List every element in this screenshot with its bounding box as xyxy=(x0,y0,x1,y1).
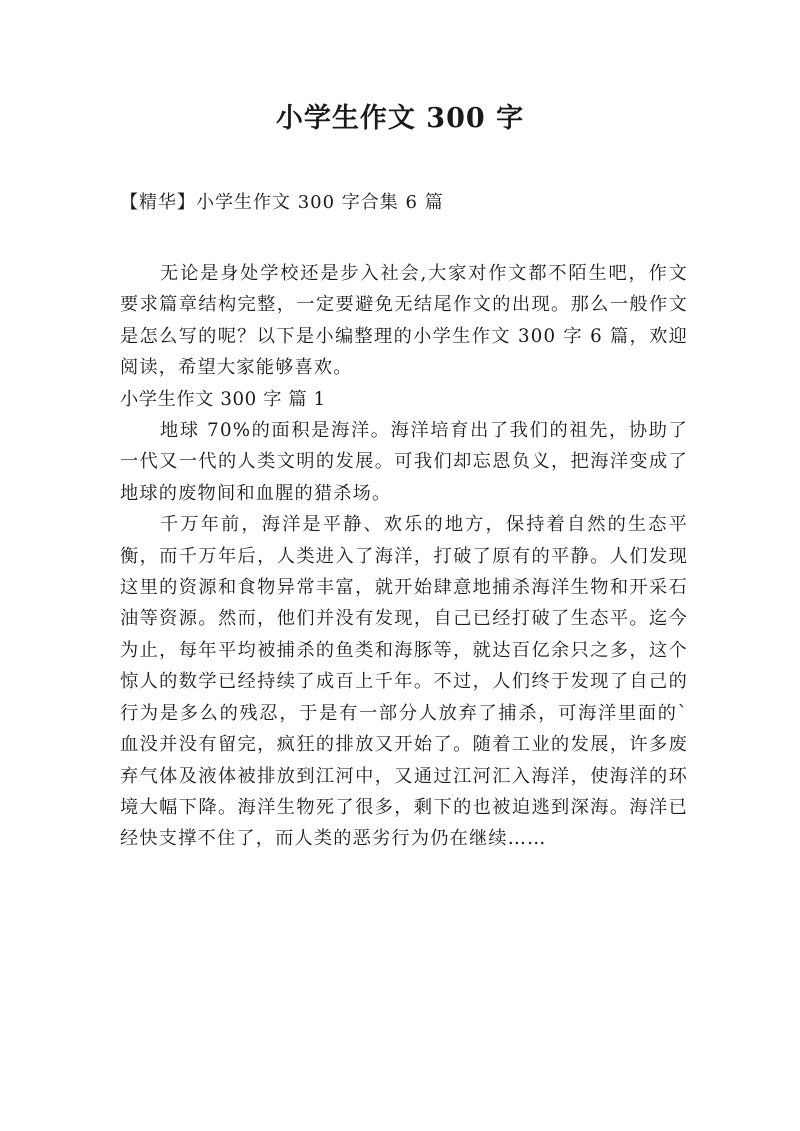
section-heading: 小学生作文 300 字 篇 1 xyxy=(120,388,326,410)
intro-paragraph: 无论是身处学校还是步入社会,大家对作文都不陌生吧，作文要求篇章结构完整，一定要避免无结尾作文的出现。那么一般作文是怎么写的呢？以下是小编整理的小学生作文 300 字 6 篇，欢迎阅读，希望大家能够喜欢。 xyxy=(120,263,688,379)
body-paragraph-2: 千万年前，海洋是平静、欢乐的地方，保持着自然的生态平衡，而千万年后，人类进入了海洋，打破了原有的平静。人们发现这里的资源和食物异常丰富，就开始肆意地捕杀海洋生物和开采石油等资源。然而，他们并没有发现，自己已经打破了生态平。迄今为止，每年平均被捕杀的鱼类和海豚等，就达百亿余只之多，这个惊人的数学已经持续了成百上千年。不过，人们终于发现了自己的行为是多么的残忍，于是有一部分人放弃了捕杀，可海洋里面的`血没并没有留完，疯狂的排放又开始了。随着工业的发展，许多废弃气体及液体被排放到江河中，又通过江河汇入海洋，使海洋的环境大幅下降。海洋生物死了很多，剩下的也被迫逃到深海。海洋已经快支撑不住了，而人类的恶劣行为仍在继续…… xyxy=(120,514,688,850)
document-subtitle: 【精华】小学生作文 300 字合集 6 篇 xyxy=(120,192,444,213)
body-paragraph-1: 地球 70%的面积是海洋。海洋培育出了我们的祖先，协助了一代又一代的人类文明的发展。可我们却忘恩负义，把海洋变成了地球的废物间和血腥的猎杀场。 xyxy=(120,420,688,504)
document-title: 小学生作文 300 字 xyxy=(275,103,525,134)
document-body xyxy=(120,258,688,855)
